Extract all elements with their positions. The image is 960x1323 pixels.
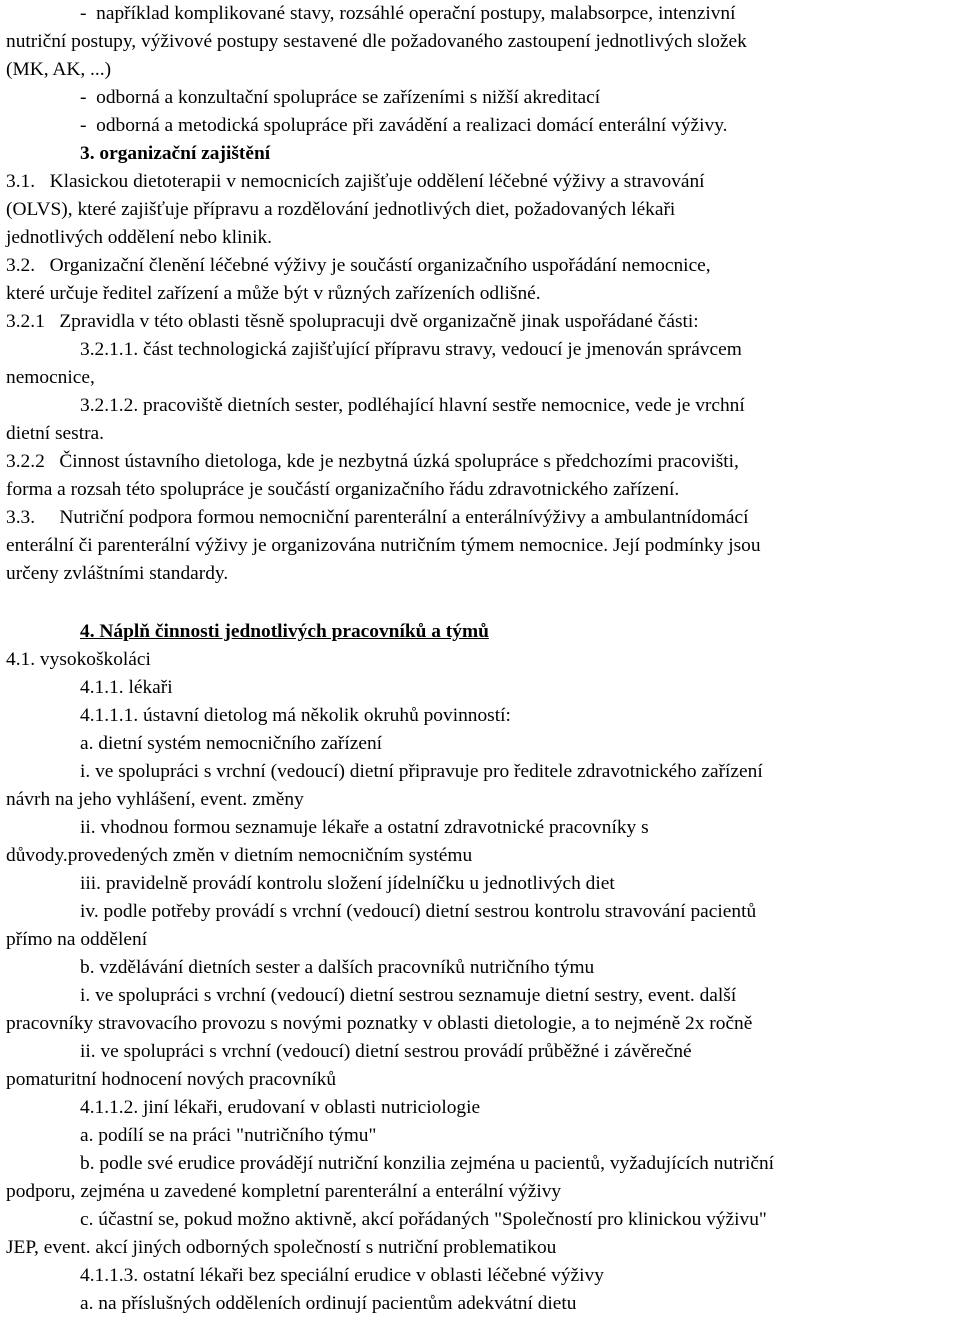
text-line: a. na příslušných odděleních ordinují pacientům adekvátní dietu: [80, 1293, 577, 1314]
text-line: podporu, zejména u zavedené kompletní parenterální a enterální výživy: [6, 1181, 562, 1202]
section-heading: 3. organizační zajištění: [80, 143, 271, 164]
text-line: nemocnice,: [6, 367, 95, 388]
text-line: 3.2.2 Činnost ústavního dietologa, kde je nezbytná úzká spolupráce s předchozími pracovišti,: [6, 451, 739, 472]
text-line: 3.2.1.2. pracoviště dietních sester, podléhající hlavní sestře nemocnice, vede je vrchní: [80, 395, 745, 416]
text-line: forma a rozsah této spolupráce je součástí organizačního řádu zdravotnického zařízení.: [6, 479, 680, 500]
text-line: i. ve spolupráci s vrchní (vedoucí) dietní připravuje pro ředitele zdravotnického zařízení: [80, 761, 763, 782]
text-line: (OLVS), které zajišťuje přípravu a rozdělování jednotlivých diet, požadovaných lékaři: [6, 199, 676, 220]
text-line: - odborná a metodická spolupráce při zavádění a realizaci domácí enterální výživy.: [80, 115, 728, 136]
text-line: b. vzdělávání dietních sester a dalších pracovníků nutričního týmu: [80, 957, 595, 978]
text-line: 3.2. Organizační členění léčebné výživy je součástí organizačního uspořádání nemocnice,: [6, 255, 711, 276]
text-line: c. účastní se, pokud možno aktivně, akcí pořádaných "Společností pro klinickou výživu": [80, 1209, 767, 1230]
text-line: 4.1.1. lékaři: [80, 677, 173, 698]
text-line: důvody.provedených změn v dietním nemocničním systému: [6, 845, 473, 866]
text-line: a. podílí se na práci "nutričního týmu": [80, 1125, 377, 1146]
text-line: dietní sestra.: [6, 423, 105, 444]
text-line: a. dietní systém nemocničního zařízení: [80, 733, 383, 754]
text-line: enterální či parenterální výživy je organizována nutričním týmem nemocnice. Její podmínky jsou: [6, 535, 761, 556]
text-line: iv. podle potřeby provádí s vrchní (vedoucí) dietní sestrou kontrolu stravování pacientů: [80, 901, 757, 922]
text-line: 3.2.1.1. část technologická zajišťující přípravu stravy, vedoucí je jmenován správcem: [80, 339, 742, 360]
text-line: nutriční postupy, výživové postupy sestavené dle požadovaného zastoupení jednotlivých složek: [6, 31, 747, 52]
text-line: - odborná a konzultační spolupráce se zařízeními s nižší akreditací: [80, 87, 601, 108]
text-line: b. podle své erudice provádějí nutriční konzilia zejména u pacientů, vyžadujících nutriční: [80, 1153, 775, 1174]
section-heading: 4. Náplň činnosti jednotlivých pracovníků a týmů: [80, 621, 489, 642]
text-line: jednotlivých oddělení nebo klinik.: [6, 227, 273, 248]
text-line: 4.1.1.1. ústavní dietolog má několik okruhů povinností:: [80, 705, 511, 726]
text-line: - například komplikované stavy, rozsáhlé operační postupy, malabsorpce, intenzivní: [80, 3, 736, 24]
text-line: pomaturitní hodnocení nových pracovníků: [6, 1069, 337, 1090]
text-line: 3.2.1 Zpravidla v této oblasti těsně spolupracuji dvě organizačně jinak uspořádané části:: [6, 311, 699, 332]
text-line: určeny zvláštními standardy.: [6, 563, 229, 584]
text-line: i. ve spolupráci s vrchní (vedoucí) dietní sestrou seznamuje dietní sestry, event. další: [80, 985, 737, 1006]
text-line: iii. pravidelně provádí kontrolu složení jídelníčku u jednotlivých diet: [80, 873, 615, 894]
text-line: návrh na jeho vyhlášení, event. změny: [6, 789, 304, 810]
text-line: ii. ve spolupráci s vrchní (vedoucí) dietní sestrou provádí průběžné i závěrečné: [80, 1041, 692, 1062]
text-line: 4.1.1.2. jiní lékaři, erudovaní v oblasti nutriciologie: [80, 1097, 481, 1118]
text-line: 3.3. Nutriční podpora formou nemocniční parenterální a enterálnívýživy a ambulantnídomácí: [6, 507, 749, 528]
text-line: JEP, event. akcí jiných odborných společností s nutriční problematikou: [6, 1237, 557, 1258]
text-line: pracovníky stravovacího provozu s novými poznatky v oblasti dietologie, a to nejméně 2x ročně: [6, 1013, 753, 1034]
text-line: 3.1. Klasickou dietoterapii v nemocnicích zajišťuje oddělení léčebné výživy a stravování: [6, 171, 705, 192]
text-line: které určuje ředitel zařízení a může být v různých zařízeních odlišné.: [6, 283, 541, 304]
text-line: ii. vhodnou formou seznamuje lékaře a ostatní zdravotnické pracovníky s: [80, 817, 649, 838]
text-line: 4.1.1.3. ostatní lékaři bez speciální erudice v oblasti léčebné výživy: [80, 1265, 604, 1286]
text-line: (MK, AK, ...): [6, 59, 112, 80]
text-line: přímo na oddělení: [6, 929, 148, 950]
text-line: 4.1. vysokoškoláci: [6, 649, 151, 670]
